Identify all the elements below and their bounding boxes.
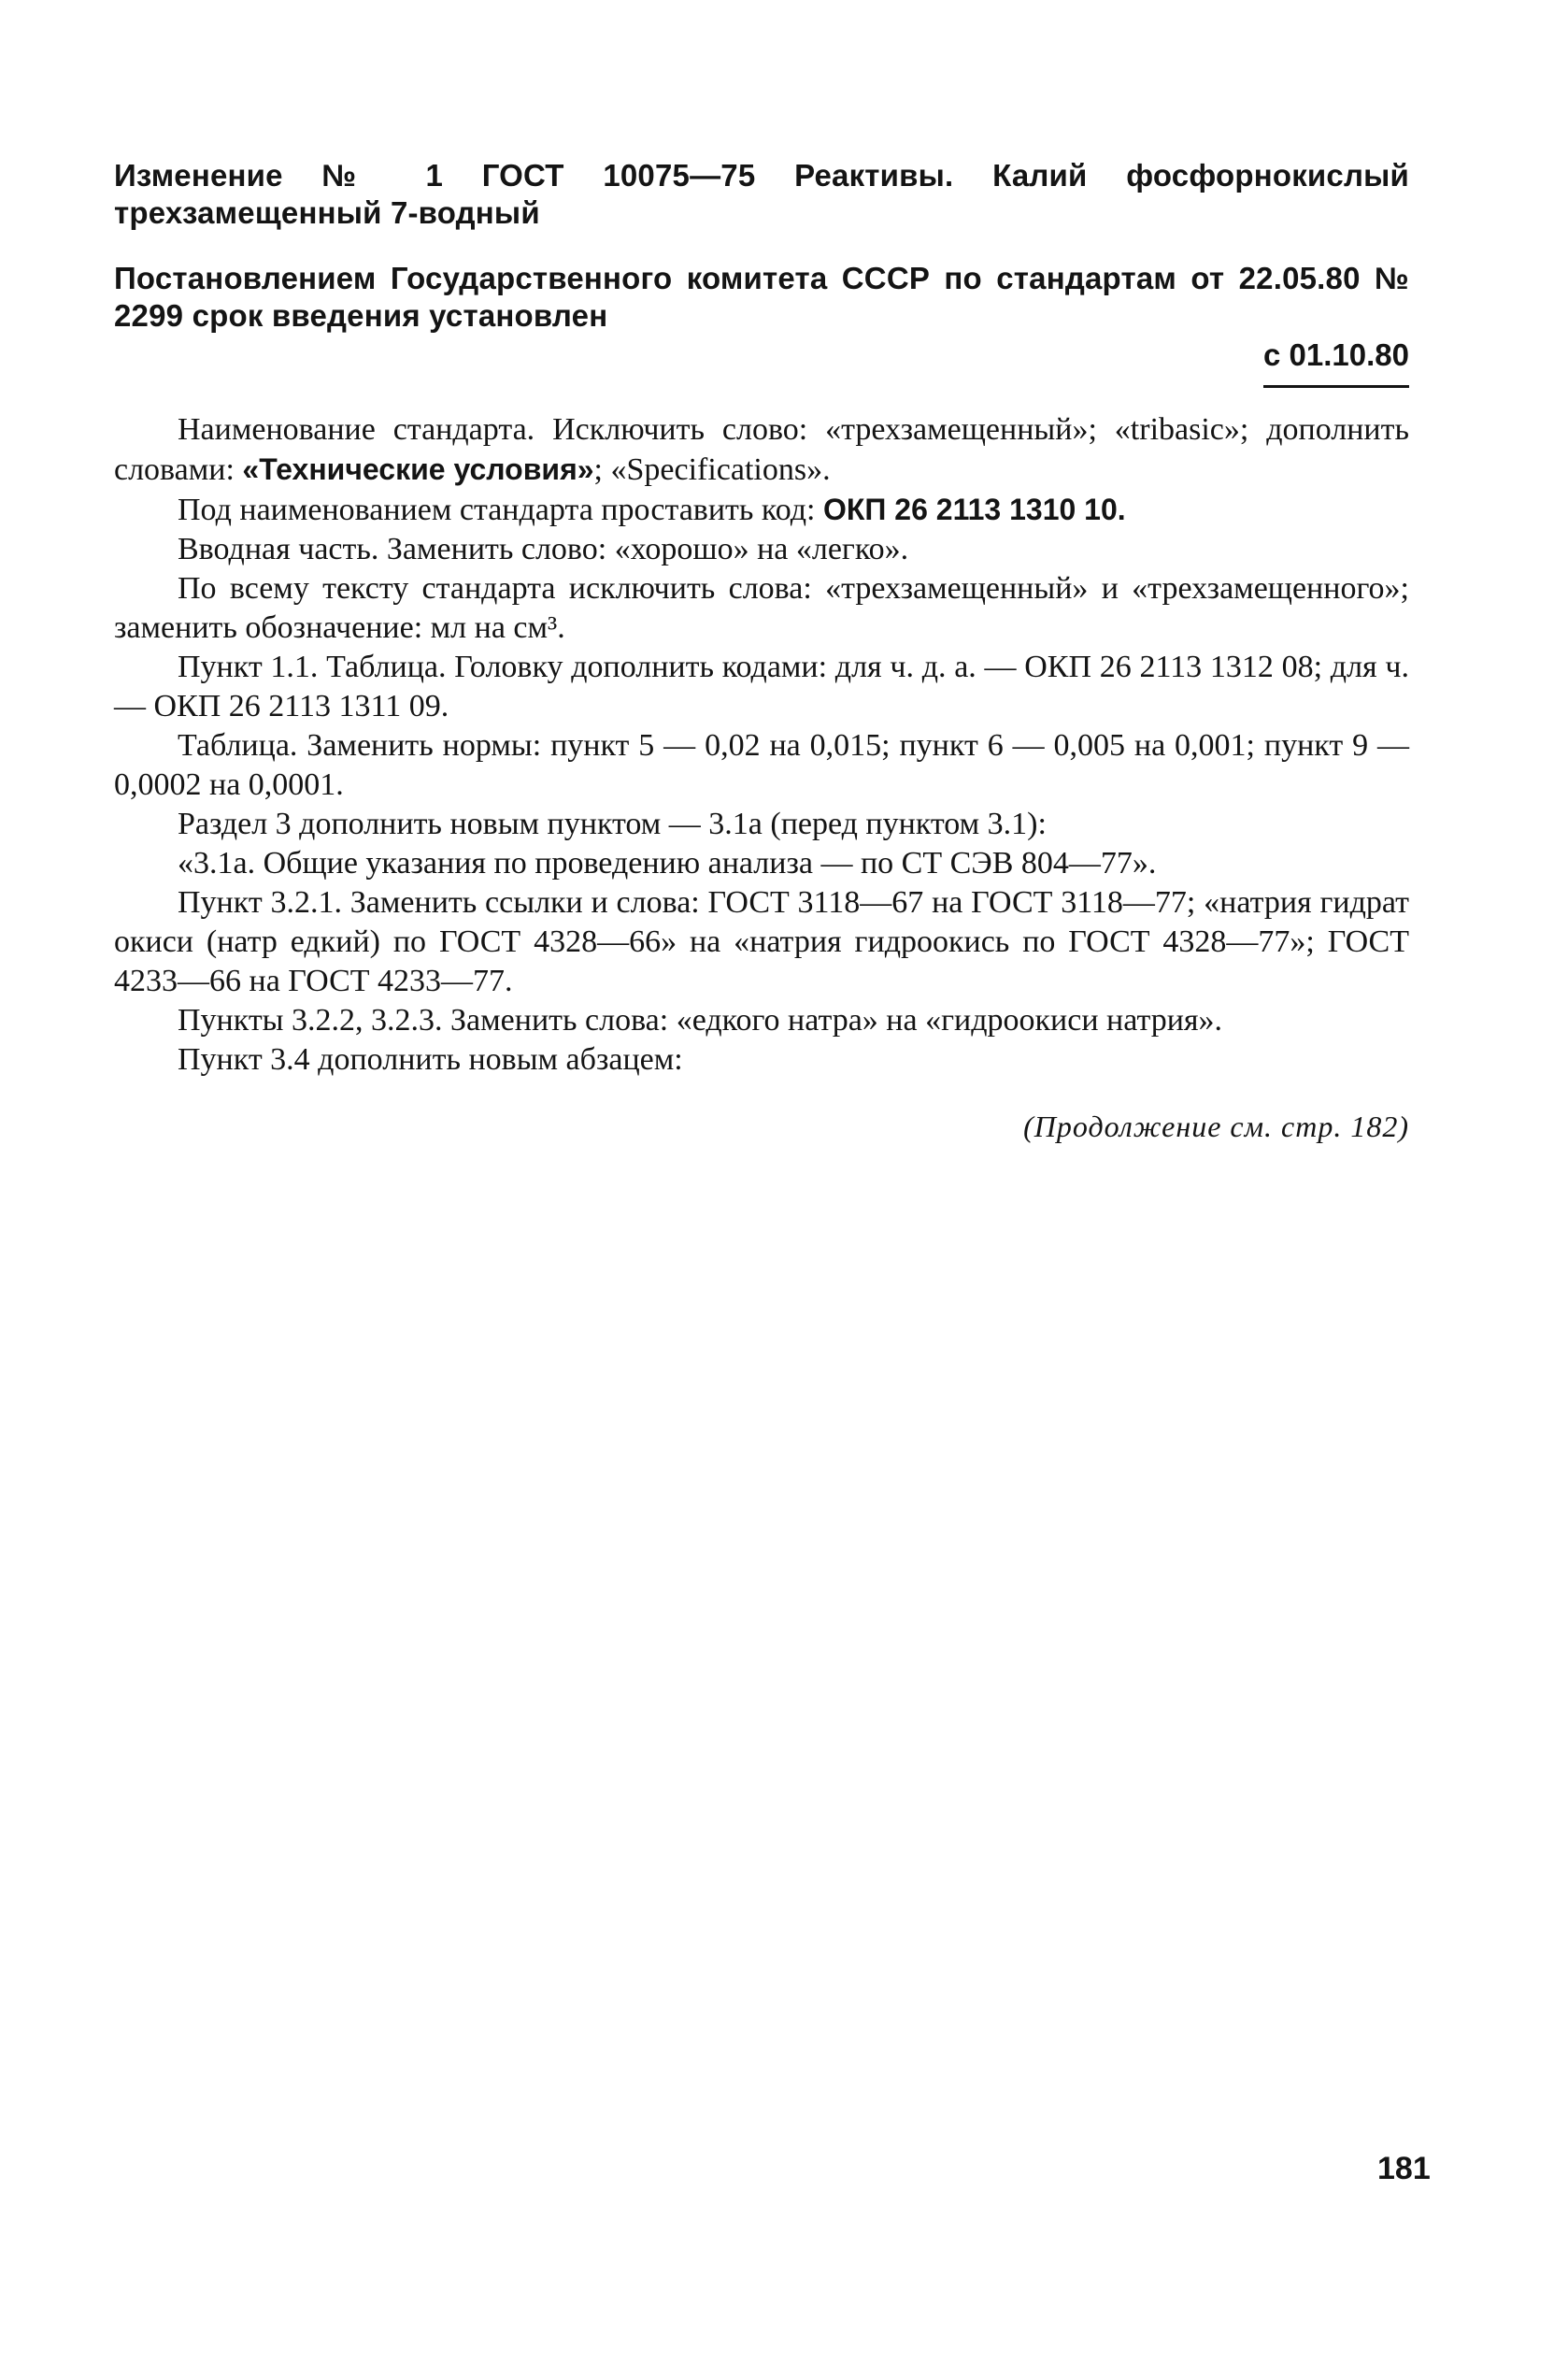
paragraph-table-norms: Таблица. Заменить нормы: пункт 5 — 0,02 на 0,015; пункт 6 — 0,005 на 0,001; пункт 9 — 0,0002 на 0,0001. xyxy=(114,728,1409,802)
bold-phrase: «Технические условия» xyxy=(242,452,594,486)
paragraph-text: Под наименованием стандарта проставить код: xyxy=(178,493,823,527)
paragraph-item-3-2-1: Пункт 3.2.1. Заменить ссылки и слова: ГОСТ 3118—67 на ГОСТ 3118—77; «натрия гидрат окиси (натр едкий) по ГОСТ 4328—66» на «натрия гидроокись по ГОСТ 4328—77»; ГОСТ 4233—66 на ГОСТ 4233—77. xyxy=(114,885,1409,998)
effective-date-wrap xyxy=(114,337,1409,388)
paragraph-item-1-1: Пункт 1.1. Таблица. Головку дополнить кодами: для ч. д. а. — ОКП 26 2113 1312 08; для ч. — ОКП 26 2113 1311 09. xyxy=(114,650,1409,723)
paragraph-section-3: Раздел 3 дополнить новым пунктом — 3.1а (перед пунктом 3.1): xyxy=(178,807,1047,841)
page-number: 181 xyxy=(1377,2151,1431,2186)
decree-statement: Постановлением Государственного комитета СССР по стандартам от 22.05.80 № 2299 срок введения установлен xyxy=(114,261,1409,333)
document-page xyxy=(114,157,1409,1145)
document-title: Изменение № 1 ГОСТ 10075—75 Реактивы. Калий фосфорнокислый трехзамещенный 7-водный xyxy=(114,158,1409,230)
paragraph-text: ; «Specifications». xyxy=(593,452,831,487)
amendment-body xyxy=(114,410,1409,1080)
continuation-note: (Продолжение см. стр. 182) xyxy=(1023,1110,1409,1143)
paragraph-item-3-1a: «3.1а. Общие указания по проведению анализа — по СТ СЭВ 804—77». xyxy=(178,846,1157,881)
title-block xyxy=(114,157,1409,335)
paragraph-items-3-2-2-3: Пункты 3.2.2, 3.2.3. Заменить слова: «едкого натра» на «гидроокиси натрия». xyxy=(178,1003,1223,1038)
paragraph-whole-text: По всему тексту стандарта исключить слова: «трехзамещенный» и «трехзамещенного»; заменить обозначение: мл на см³. xyxy=(114,571,1409,645)
paragraph-standard-name xyxy=(114,410,1409,490)
paragraph-text: Наименование стандарта. Исключить слово: «трехзамещенный»; «tribasic»; дополнить словами: xyxy=(114,412,1409,487)
paragraph-okp-code xyxy=(114,490,1409,530)
paragraph-item-3-4: Пункт 3.4 дополнить новым абзацем: xyxy=(178,1042,683,1077)
effective-date: с 01.10.80 xyxy=(1263,337,1409,388)
okp-code: ОКП 26 2113 1310 10. xyxy=(822,493,1126,526)
paragraph-introduction: Вводная часть. Заменить слово: «хорошо» на «легко». xyxy=(178,532,909,566)
